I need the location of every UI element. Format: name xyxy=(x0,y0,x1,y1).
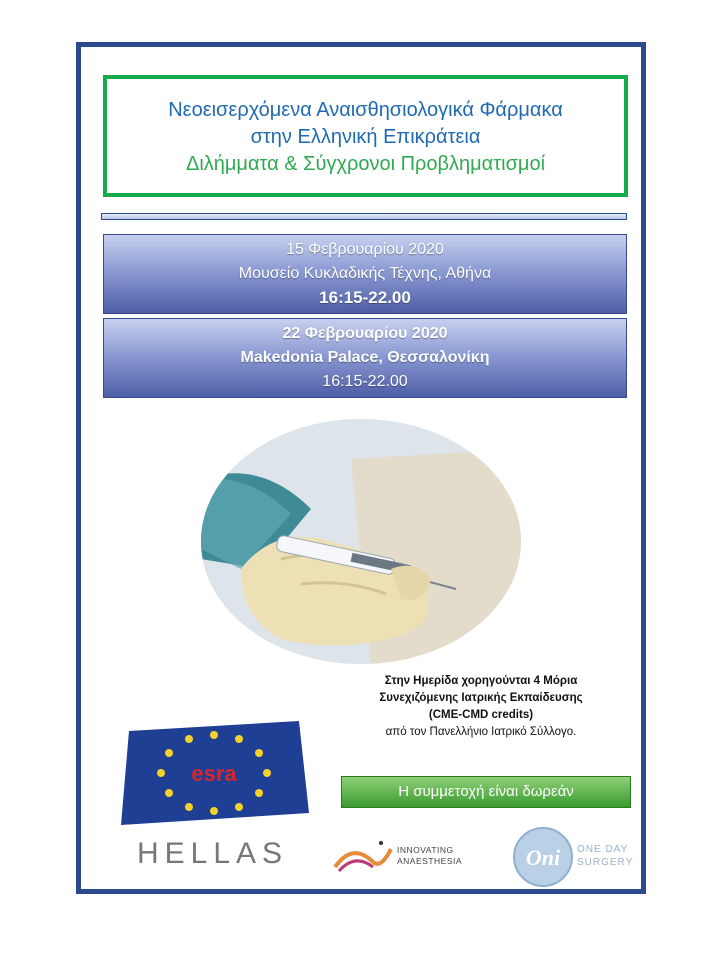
divider-bar xyxy=(101,213,627,220)
title-line-1: Νεοεισερχόμενα Αναισθησιολογικά Φάρμακα xyxy=(168,99,563,121)
info-line-2: Συνεχιζόμενης Ιατρικής Εκπαίδευσης xyxy=(379,692,583,704)
title-box xyxy=(103,75,628,197)
event-venue: Makedonia Palace, Θεσσαλονίκη xyxy=(240,349,490,366)
svg-text:Oni: Oni xyxy=(525,845,561,870)
event-date: 22 Φεβρουαρίου 2020 xyxy=(282,325,448,342)
event-time: 16:15-22.00 xyxy=(319,288,411,307)
title-line-2: στην Ελληνική Επικράτεια xyxy=(250,126,481,148)
innovating-anaesthesia-logo xyxy=(333,837,393,882)
esra-logo xyxy=(109,713,329,838)
esra-flag-icon xyxy=(109,713,329,833)
event-athens xyxy=(103,234,627,314)
swoosh-icon xyxy=(333,837,393,877)
ia-line-2: ANAESTHESIA xyxy=(397,856,463,866)
syringe-illustration xyxy=(201,419,521,664)
ods-line-1: ONE DAY xyxy=(577,844,629,855)
event-venue: Μουσείο Κυκλαδικής Τέχνης, Αθήνα xyxy=(238,265,492,282)
info-line-1: Στην Ημερίδα χορηγούνται 4 Μόρια xyxy=(384,675,578,687)
ia-line-1: INNOVATING xyxy=(397,845,454,855)
one-day-surgery-logo xyxy=(511,825,575,894)
event-time: 16:15-22.00 xyxy=(322,373,408,390)
poster-frame xyxy=(76,42,646,894)
info-line-3: (CME-CMD credits) xyxy=(428,709,534,721)
free-participation-banner: Η συμμετοχή είναι δωρεάν xyxy=(341,776,631,808)
hellas-wordmark: HELLAS xyxy=(137,837,289,870)
info-line-4: από τον Πανελλήνιο Ιατρικό Σύλλογο. xyxy=(385,726,577,738)
event-date: 15 Φεβρουαρίου 2020 xyxy=(286,241,444,258)
syringe-photo xyxy=(201,419,521,664)
cme-info xyxy=(321,673,641,741)
one-day-surgery-text xyxy=(577,843,633,869)
ods-line-2: SURGERY xyxy=(577,857,634,868)
innovating-anaesthesia-text xyxy=(397,845,462,867)
ods-circle-icon xyxy=(511,825,575,889)
event-thessaloniki xyxy=(103,318,627,398)
subtitle-line: Διλήμματα & Σύγχρονοι Προβληματισμοί xyxy=(185,153,546,175)
svg-text:esra: esra xyxy=(191,761,237,786)
